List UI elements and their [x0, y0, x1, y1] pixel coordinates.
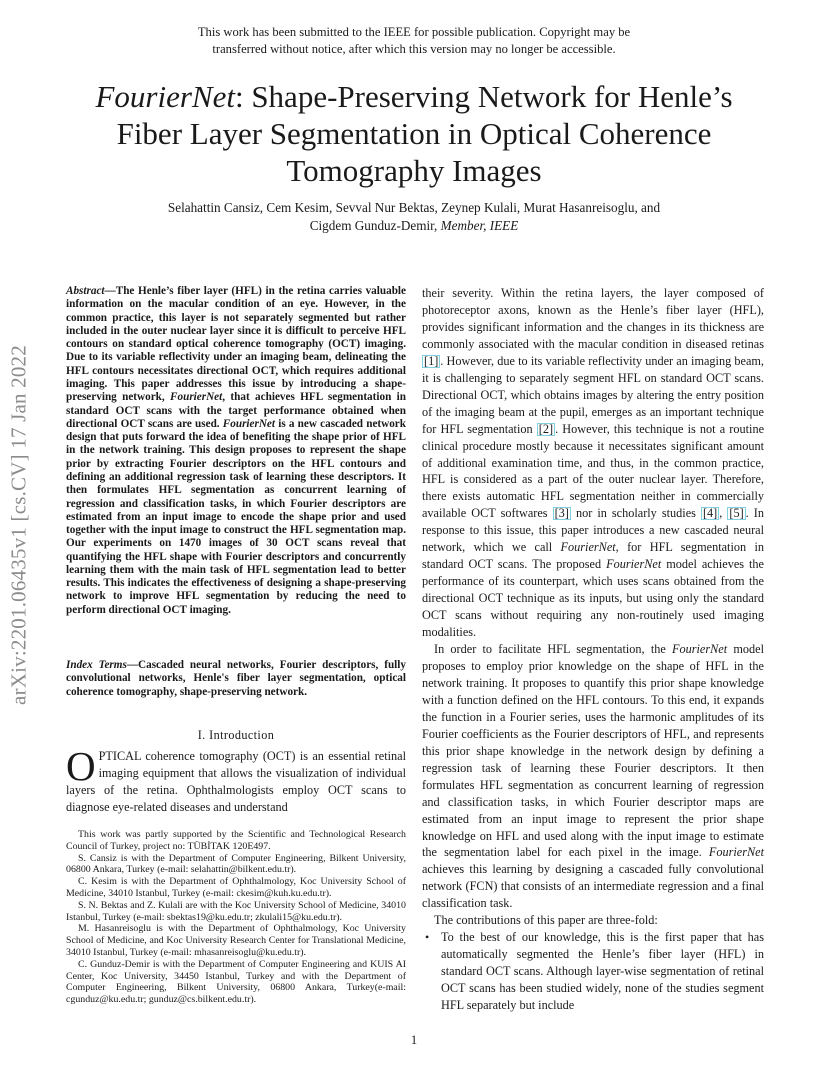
footnote-author: S. N. Bektas and Z. Kulali are with the Koc University School of Medicine, 34010 Istanbul, Turkey (e-mail: sbektas19@ku.edu.tr; zkulali15@ku.edu.tr).: [66, 899, 406, 923]
authors-line-1: Selahattin Cansiz, Cem Kesim, Sevval Nur Bektas, Zeynep Kulali, Murat Hasanreisoglu, and: [167, 200, 661, 215]
abstract-part-2: , that achieves HFL segmentation in standard OCT scans with the target performance obtained when directional OCT scans are used.: [66, 391, 406, 430]
footnotes: [66, 829, 406, 1006]
citation-link[interactable]: [3]: [554, 506, 569, 521]
arxiv-stamp: [6, 290, 32, 760]
bullet-dot-icon: •: [425, 930, 430, 945]
text-run: their severity. Within the retina layers, the layer composed of photoreceptor axons, known as the Henle’s fiber layer (HFL), provides significant information and the changes in its thickness are commonly associated with the macular condition in diseased retinas: [422, 286, 764, 351]
copyright-notice: [120, 24, 708, 57]
index-terms: [66, 659, 406, 699]
model-name: FourierNet: [672, 642, 728, 657]
text-run: . However, this technique is not a routine clinical procedure mostly because it necessitates significant amount of additional examination time, and thus, in the common practice, HFL is considered as a part of the outer nuclear layer. Therefore, there exists automatic HFL segmentation neither in commercially available OCT softwares: [422, 421, 765, 521]
body-paragraph-1: [422, 285, 764, 641]
body-paragraph-2: [422, 641, 764, 912]
citation-link[interactable]: [4]: [702, 506, 718, 521]
index-terms-lead: Index Terms: [66, 659, 127, 671]
notice-line-1: This work has been submitted to the IEEE for possible publication. Copyright may be: [197, 25, 631, 39]
title-italic: FourierNet: [95, 79, 235, 114]
section-heading: I. Introduction: [197, 728, 275, 742]
model-name: FourierNet: [560, 540, 616, 555]
abstract-name-1: FourierNet: [170, 391, 223, 404]
author-name: Cigdem Gunduz-Demir,: [309, 218, 441, 233]
abstract: [66, 285, 406, 617]
intro-body: coherence tomography (OCT) is an essential retinal imaging equipment that allows the visualization of individual layers of the retina. Ophthalmologists employ OCT scans to diagnose eye-related diseases and understand: [66, 749, 406, 814]
arxiv-id: arXiv:2201.06435v1 [cs.CV] 17 Jan 2022: [6, 345, 31, 705]
text-run: . In response to this issue, this paper introduces a new cascaded neural network, which we call: [422, 506, 764, 555]
footnote-author: S. Cansiz is with the Department of Computer Engineering, Bilkent University, 06800 Ankara, Turkey (e-mail: selahattin@bilkent.edu.tr).: [66, 852, 406, 876]
text-run: model achieves the performance of its counterpart, which uses scans obtained from the directional OCT technique as its inputs, but using only the standard OCT scans without requiring any non-routinely used imaging modalities.: [422, 557, 764, 640]
intro-caps: PTICAL: [98, 749, 142, 763]
intro-text: [66, 743, 406, 816]
footnote-author: C. Gunduz-Demir is with the Department of Computer Engineering and KUIS AI Center, Koc University, 34450 Istanbul, Turkey and with the Department of Computer Engineering, Bilkent University, 06800 Ankara, Turkey(e-mail: cgunduz@ku.edu.tr; gunduz@cs.bilkent.edu.tr).: [66, 958, 406, 1006]
page-number: 1: [410, 1033, 418, 1047]
text-run: . However, due to its variable reflectivity under an imaging beam, it is challenging to separately segment HFL on standard OCT scans. Directional OCT, which obtains images by altering the entry position of the imaging beam at the pupil, emerges as an important technique for HFL segmentation: [422, 353, 764, 436]
footnote-author: M. Hasanreisoglu is with the Department of Ophthalmology, Koc University School of Medicine, and Koc University Research Center for Translational Medicine, 34010 Istanbul, Turkey (e-mail: mhasanreisoglu@ku.edu.tr).: [66, 923, 406, 958]
title-rest: : Shape-Preserving Network for Henle’s Fiber Layer Segmentation in Optical Coherence Tomography Images: [116, 79, 733, 188]
citation-link[interactable]: [1]: [424, 353, 439, 368]
text-run: , for HFL segmentation in standard OCT scans. The proposed: [422, 540, 764, 572]
dropcap: O: [66, 743, 96, 789]
footnote-author: C. Kesim is with the Department of Ophthalmology, Koc University School of Medicine, 34010 Istanbul, Turkey (e-mail: ckesim@kuh.ku.edu.tr).: [66, 876, 406, 899]
citation-link[interactable]: [5]: [729, 506, 744, 521]
text-run: model proposes to employ prior knowledge on the shape of HFL in the network training. It proposes to quantify this prior shape knowledge with a function defined on the HFL contours. To this end, it expands the function in a Fourier series, uses the harmonic amplitudes of its Fourier coefficients as the Fourier descriptors of HFL, and represents this prior shape knowledge in the network design by defining a regression task of learning these Fourier descriptors. It then formulates HFL segmentation as concurrent learning of regression and classification tasks, in which Fourier descriptor maps are estimated from an input image to represent the prior shape knowledge on HFL and used along with the input image to estimate the segmentation label for each pixel in the image.: [422, 642, 764, 860]
abstract-part-1: —The Henle’s fiber layer (HFL) in the retina carries valuable information on the macular condition of an eye. However, in the common practice, this layer is not separately segmented but rather included in the outer nuclear layer since it is difficult to perceive HFL contours on standard optical coherence tomography (OCT) imaging. Due to its variable reflectivity under an imaging beam, delineating the HFL contours necessitates directional OCT, which requires additional imaging. This paper addresses this issue by introducing a shape-preserving network,: [66, 285, 406, 404]
author-list: [80, 199, 748, 235]
notice-line-2: transferred without notice, after which this version may no longer be accessible.: [212, 41, 616, 56]
contribution-bullet: [422, 929, 764, 1014]
bullet-text: To the best of our knowledge, this is the first paper that has automatically segmented the Henle’s fiber layer (HFL) in standard OCT scans. Although layer-wise segmentation of retinal OCT scans has been studied widely, none of the studies segment HFL separately but include: [441, 930, 764, 1013]
index-terms-text: —Cascaded neural networks, Fourier descriptors, fully convolutional networks, Henle's fiber layer segmentation, optical coherence tomography, shape-preserving network.: [66, 659, 406, 698]
model-name: FourierNet: [708, 845, 764, 860]
text-run: achieves this learning by designing a cascaded fully convolutional network (FCN) that consists of an intermediate regression and a final classification task.: [422, 862, 764, 911]
abstract-part-3: is a new cascaded network design that puts forward the idea of benefiting the shape prior of HFL in the network training. This design proposes to represent the shape prior by extracting Fourier descriptors on the HFL contours and defining an additional regression task of learning these descriptors. It then formulates HFL segmentation as concurrent learning of regression and classification tasks, in which Fourier descriptors are estimated from an input image to encode the shape prior and used together with the input image to construct the HFL segmentation map. Our experiments on 1470 images of 30 OCT scans reveal that quantifying the HFL shape with Fourier descriptors and concurrently learning them with the main task of HFL segmentation lead to better results. This indicates the effectiveness of designing a shape-preserving network to improve HFL segmentation by reducing the need to perform directional OCT imaging.: [66, 417, 406, 616]
abstract-lead: Abstract: [66, 285, 105, 297]
intro-paragraph: [66, 743, 406, 816]
footnote-funding: This work was partly supported by the Scientific and Technological Research Council of Turkey, project no: TÜBİTAK 120E497.: [66, 829, 406, 852]
paper-title: [60, 78, 768, 189]
model-name: FourierNet: [606, 557, 662, 572]
citation-link[interactable]: [2]: [538, 421, 554, 436]
text-run: nor in scholarly studies: [570, 506, 701, 521]
body-paragraph-3: The contributions of this paper are three-fold:: [434, 913, 658, 928]
author-role: Member, IEEE: [440, 218, 519, 233]
right-column: [422, 285, 764, 1014]
text-run: ,: [719, 506, 728, 521]
text-run: In order to facilitate HFL segmentation, the: [434, 642, 673, 657]
authors-line-2: [80, 217, 748, 235]
abstract-name-2: FourierNet: [222, 417, 276, 430]
